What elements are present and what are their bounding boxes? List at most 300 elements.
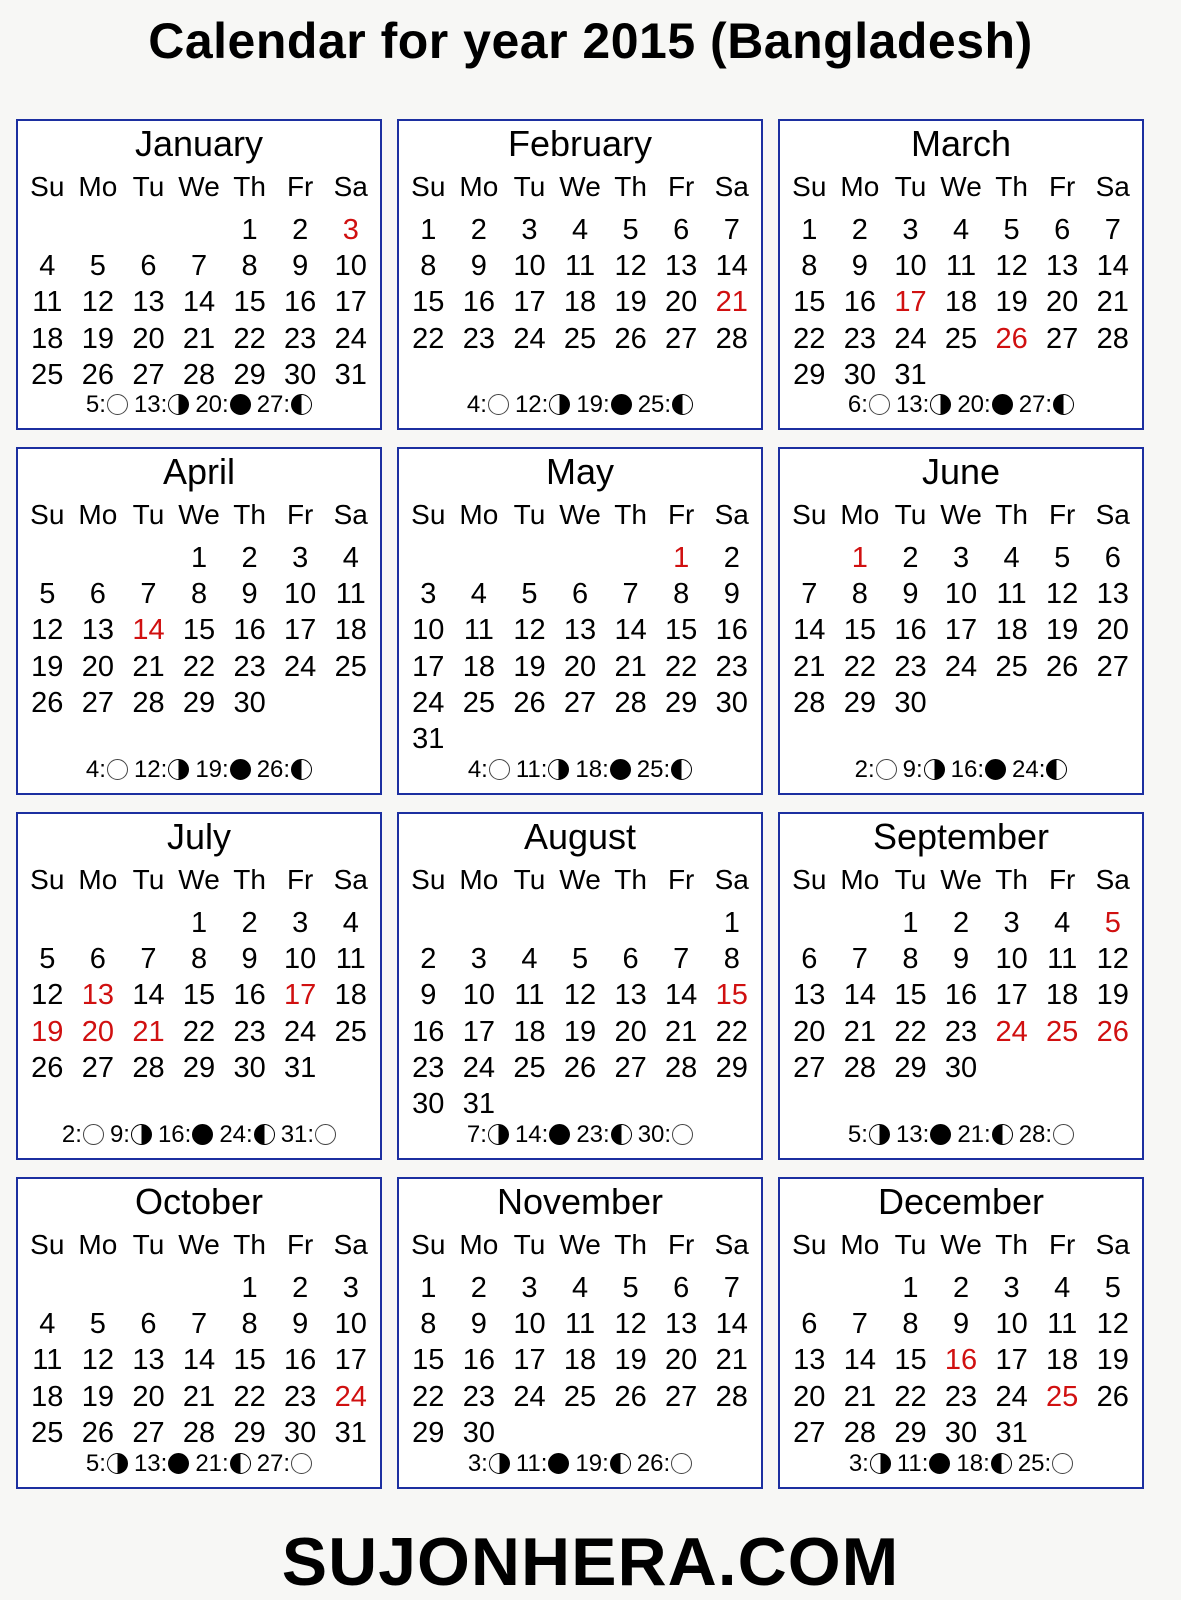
day-cell: 28 bbox=[843, 1416, 876, 1449]
day-cell: 28 bbox=[715, 1380, 748, 1413]
day-cell: 2 bbox=[851, 214, 868, 246]
week-row bbox=[784, 1415, 1138, 1451]
day-cell: 22 bbox=[843, 650, 876, 683]
day-cell: 6 bbox=[801, 943, 818, 976]
weekday-label: We bbox=[940, 1229, 982, 1260]
weekday-label: Th bbox=[995, 864, 1028, 895]
weekday-label: Fr bbox=[1048, 171, 1076, 202]
moon-phase-date: 3: bbox=[848, 1450, 869, 1477]
day-cell: 29 bbox=[665, 686, 698, 719]
weekday-label: We bbox=[940, 499, 982, 530]
moon-phase-entry bbox=[134, 755, 189, 785]
day-cell: 16 bbox=[284, 286, 317, 319]
week-row bbox=[784, 248, 1138, 284]
moon-phase-date: 5: bbox=[85, 1450, 106, 1477]
week-row bbox=[784, 1342, 1138, 1378]
week-row bbox=[784, 212, 1138, 248]
day-cell: 5 bbox=[39, 578, 56, 611]
day-cell: 15 bbox=[233, 1344, 266, 1377]
day-cell: 10 bbox=[412, 614, 445, 647]
weekday-label: Fr bbox=[286, 1229, 314, 1260]
empty-cell bbox=[605, 905, 656, 941]
last-quarter-moon-icon bbox=[992, 1124, 1013, 1145]
holiday-date: 21 bbox=[132, 1015, 165, 1048]
moon-phase-entry bbox=[257, 755, 312, 785]
day-cell: 7 bbox=[1104, 214, 1121, 246]
day-cell: 30 bbox=[412, 1088, 445, 1120]
week-row bbox=[22, 248, 376, 284]
empty-cell bbox=[555, 540, 606, 576]
moon-phase-entry bbox=[896, 1120, 951, 1150]
weekday-label: Sa bbox=[333, 171, 368, 202]
weekday-label: Su bbox=[792, 1229, 827, 1260]
moon-phase-entry bbox=[515, 1120, 570, 1150]
moon-phase-date: 21: bbox=[195, 1450, 229, 1477]
week-row bbox=[784, 540, 1138, 576]
day-cell: 12 bbox=[31, 614, 64, 647]
week-row bbox=[22, 284, 376, 320]
day-cell: 17 bbox=[513, 1344, 546, 1377]
weekday-label: We bbox=[940, 864, 982, 895]
day-cell: 9 bbox=[420, 979, 437, 1012]
week-row bbox=[22, 357, 376, 393]
day-cell: 9 bbox=[902, 578, 919, 611]
weekday-label: Sa bbox=[714, 171, 749, 202]
weekday-header bbox=[403, 862, 757, 898]
day-cell: 18 bbox=[563, 1344, 597, 1377]
day-cell: 7 bbox=[622, 578, 639, 611]
weekday-label: We bbox=[940, 171, 982, 202]
day-cell: 4 bbox=[1054, 907, 1071, 939]
empty-cell bbox=[605, 1086, 656, 1122]
week-row bbox=[403, 1415, 757, 1451]
day-cell: 1 bbox=[902, 907, 919, 939]
day-cell: 18 bbox=[1046, 979, 1079, 1012]
day-cell: 18 bbox=[31, 1380, 64, 1413]
empty-cell bbox=[504, 1086, 555, 1122]
day-cell: 20 bbox=[614, 1015, 647, 1048]
full-moon-icon bbox=[107, 759, 128, 780]
day-cell: 18 bbox=[31, 322, 64, 355]
day-cell: 4 bbox=[342, 542, 359, 574]
week-row bbox=[403, 321, 757, 357]
last-quarter-moon-icon bbox=[291, 394, 312, 415]
moon-phase-date: 23: bbox=[576, 1121, 610, 1148]
day-cell: 18 bbox=[563, 286, 597, 319]
week-row bbox=[403, 612, 757, 648]
day-cell: 5 bbox=[521, 578, 538, 611]
day-cell: 14 bbox=[1096, 250, 1129, 283]
last-quarter-moon-icon bbox=[610, 1453, 631, 1474]
empty-cell bbox=[504, 540, 555, 576]
day-cell: 4 bbox=[1003, 542, 1020, 574]
day-cell: 31 bbox=[412, 723, 445, 755]
day-cell: 12 bbox=[81, 286, 114, 319]
weekday-label: Tu bbox=[894, 171, 927, 202]
empty-cell bbox=[986, 357, 1037, 393]
day-cell: 30 bbox=[233, 686, 266, 719]
day-cell: 21 bbox=[182, 322, 216, 355]
last-quarter-moon-icon bbox=[291, 759, 312, 780]
day-cell: 25 bbox=[944, 322, 978, 355]
day-cell: 5 bbox=[89, 1308, 106, 1341]
empty-cell bbox=[706, 1086, 757, 1122]
day-cell: 10 bbox=[334, 1308, 367, 1341]
empty-cell bbox=[605, 1415, 656, 1451]
moon-phase-date: 12: bbox=[514, 391, 549, 418]
day-cell: 12 bbox=[614, 1308, 647, 1341]
day-cell: 5 bbox=[1054, 542, 1071, 574]
day-cell: 7 bbox=[723, 214, 740, 246]
day-cell: 27 bbox=[81, 686, 114, 719]
day-cell: 12 bbox=[995, 250, 1028, 283]
week-row bbox=[22, 685, 376, 721]
day-cell: 12 bbox=[563, 979, 597, 1012]
day-cell: 28 bbox=[132, 686, 165, 719]
weekday-label: Mo bbox=[459, 171, 499, 202]
day-cell: 29 bbox=[233, 358, 266, 391]
day-cell: 28 bbox=[182, 1416, 216, 1449]
day-cell: 6 bbox=[801, 1308, 818, 1341]
weekday-header bbox=[784, 1227, 1138, 1263]
moon-phase-date: 16: bbox=[157, 1121, 192, 1148]
holiday-date: 25 bbox=[1046, 1380, 1079, 1413]
holiday-date: 14 bbox=[132, 614, 165, 647]
empty-cell bbox=[656, 1415, 707, 1451]
weekday-header bbox=[22, 169, 376, 205]
weekday-label: Th bbox=[995, 1229, 1028, 1260]
first-quarter-moon-icon bbox=[870, 1453, 891, 1474]
day-cell: 8 bbox=[420, 1308, 437, 1341]
day-cell: 29 bbox=[715, 1051, 748, 1084]
moon-phase-date: 3: bbox=[467, 1450, 488, 1477]
month-panel-april bbox=[16, 447, 382, 795]
day-cell: 5 bbox=[622, 1272, 639, 1304]
month-panel-august bbox=[397, 812, 763, 1160]
day-cell: 10 bbox=[995, 1308, 1028, 1341]
day-cell: 14 bbox=[715, 1308, 748, 1341]
day-cell: 13 bbox=[81, 614, 114, 647]
day-cell: 13 bbox=[665, 250, 698, 283]
full-moon-icon bbox=[107, 394, 128, 415]
weekday-label: Th bbox=[233, 1229, 266, 1260]
moon-phase-date: 19: bbox=[195, 756, 229, 783]
day-cell: 4 bbox=[952, 214, 970, 246]
week-row bbox=[403, 1306, 757, 1342]
month-panel-september bbox=[778, 812, 1144, 1160]
day-cell: 27 bbox=[132, 358, 165, 391]
day-cell: 19 bbox=[614, 286, 647, 319]
day-cell: 5 bbox=[571, 943, 589, 976]
weekday-label: Th bbox=[233, 864, 266, 895]
week-row bbox=[22, 576, 376, 612]
day-cell: 17 bbox=[995, 1344, 1028, 1377]
day-cell: 2 bbox=[292, 214, 309, 246]
day-cell: 7 bbox=[801, 578, 818, 611]
day-cell: 22 bbox=[793, 322, 826, 355]
last-quarter-moon-icon bbox=[671, 759, 692, 780]
day-cell: 23 bbox=[462, 1380, 495, 1413]
month-name: April bbox=[162, 451, 236, 492]
week-row bbox=[22, 1050, 376, 1086]
day-cell: 20 bbox=[563, 650, 597, 683]
day-cell: 20 bbox=[665, 286, 698, 319]
day-cell: 17 bbox=[944, 614, 978, 647]
moon-phase-entry bbox=[195, 390, 250, 420]
moon-phase-date: 20: bbox=[957, 391, 991, 418]
day-cell: 5 bbox=[1104, 1272, 1121, 1304]
weekday-label: Mo bbox=[840, 864, 880, 895]
day-cell: 15 bbox=[233, 286, 266, 319]
week-row bbox=[403, 212, 757, 248]
weekday-label: Mo bbox=[459, 864, 499, 895]
empty-cell bbox=[22, 212, 73, 248]
day-cell: 14 bbox=[614, 614, 647, 647]
day-cell: 25 bbox=[513, 1051, 546, 1084]
holiday-date: 17 bbox=[284, 979, 317, 1012]
moon-phases bbox=[18, 1449, 380, 1479]
day-cell: 23 bbox=[944, 1015, 978, 1048]
day-cell: 12 bbox=[513, 614, 546, 647]
moon-phase-entry bbox=[134, 1449, 189, 1479]
moon-phase-entry bbox=[1019, 390, 1074, 420]
moon-phase-entry bbox=[468, 755, 510, 785]
empty-cell bbox=[454, 721, 505, 757]
weekday-label: Sa bbox=[714, 864, 749, 895]
day-cell: 21 bbox=[843, 1380, 876, 1413]
week-row bbox=[403, 284, 757, 320]
day-cell: 27 bbox=[665, 322, 698, 355]
holiday-date: 16 bbox=[944, 1344, 978, 1377]
day-cell: 24 bbox=[284, 650, 317, 683]
first-quarter-moon-icon bbox=[930, 394, 951, 415]
moon-phase-entry bbox=[951, 755, 1006, 785]
weekday-label: Tu bbox=[513, 499, 546, 530]
day-cell: 4 bbox=[571, 214, 589, 246]
day-cell: 15 bbox=[182, 979, 216, 1012]
empty-cell bbox=[656, 1086, 707, 1122]
day-cell: 22 bbox=[412, 322, 445, 355]
week-row bbox=[784, 977, 1138, 1013]
day-cell: 10 bbox=[462, 979, 495, 1012]
day-cell: 2 bbox=[241, 907, 258, 939]
day-cell: 13 bbox=[132, 1344, 165, 1377]
day-cell: 6 bbox=[673, 1272, 690, 1304]
weekday-label: We bbox=[559, 864, 601, 895]
weekday-label: Su bbox=[792, 864, 827, 895]
moon-phase-date: 18: bbox=[575, 756, 609, 783]
day-cell: 22 bbox=[412, 1380, 445, 1413]
empty-cell bbox=[123, 212, 174, 248]
moon-phase-entry bbox=[467, 390, 509, 420]
day-cell: 27 bbox=[563, 686, 597, 719]
day-cell: 1 bbox=[241, 214, 258, 246]
day-cell: 14 bbox=[793, 614, 826, 647]
last-quarter-moon-icon bbox=[254, 1124, 275, 1145]
weekday-label: Sa bbox=[1095, 171, 1130, 202]
moon-phase-entry bbox=[638, 1120, 693, 1150]
day-cell: 11 bbox=[32, 1344, 63, 1377]
weekday-label: Mo bbox=[78, 1229, 118, 1260]
weekday-label: Sa bbox=[714, 1229, 749, 1260]
day-cell: 30 bbox=[944, 1416, 978, 1449]
moon-phase-date: 27: bbox=[256, 391, 291, 418]
last-quarter-moon-icon bbox=[991, 1453, 1012, 1474]
day-cell: 3 bbox=[470, 943, 487, 976]
day-cell: 9 bbox=[292, 250, 309, 283]
moon-phase-date: 21: bbox=[957, 1121, 991, 1148]
day-cell: 22 bbox=[665, 650, 698, 683]
weekday-label: Fr bbox=[286, 864, 314, 895]
day-cell: 4 bbox=[1054, 1272, 1071, 1304]
week-row bbox=[784, 321, 1138, 357]
moon-phase-date: 25: bbox=[637, 391, 672, 418]
first-quarter-moon-icon bbox=[869, 1124, 890, 1145]
moon-phase-entry bbox=[638, 390, 693, 420]
day-cell: 24 bbox=[513, 1380, 546, 1413]
day-cell: 12 bbox=[1096, 943, 1129, 976]
day-cell: 1 bbox=[190, 542, 208, 574]
weekday-label: Fr bbox=[286, 171, 314, 202]
weekday-label: We bbox=[178, 499, 220, 530]
moon-phase-date: 11: bbox=[515, 1450, 548, 1477]
empty-cell bbox=[936, 357, 987, 393]
day-cell: 10 bbox=[894, 250, 927, 283]
day-cell: 23 bbox=[412, 1051, 445, 1084]
day-cell: 10 bbox=[944, 578, 978, 611]
weekday-label: Fr bbox=[1048, 1229, 1076, 1260]
empty-cell bbox=[555, 1086, 606, 1122]
moon-phase-entry bbox=[575, 755, 630, 785]
moon-phase-entry bbox=[86, 1449, 128, 1479]
day-cell: 26 bbox=[31, 1051, 64, 1084]
day-cell: 1 bbox=[241, 1272, 258, 1304]
full-moon-icon bbox=[869, 394, 890, 415]
day-cell: 27 bbox=[81, 1051, 114, 1084]
weekday-label: Th bbox=[614, 1229, 647, 1260]
day-cell: 3 bbox=[1003, 1272, 1020, 1304]
day-cell: 15 bbox=[894, 1344, 927, 1377]
day-cell: 8 bbox=[902, 1308, 919, 1341]
day-cell: 21 bbox=[1096, 286, 1129, 319]
weekday-label: Su bbox=[792, 171, 827, 202]
day-cell: 8 bbox=[851, 578, 868, 611]
moon-phase-date: 27: bbox=[1018, 391, 1053, 418]
moon-phases bbox=[18, 390, 380, 420]
week-row bbox=[784, 649, 1138, 685]
day-cell: 23 bbox=[284, 322, 317, 355]
day-cell: 17 bbox=[995, 979, 1028, 1012]
empty-cell bbox=[403, 540, 454, 576]
day-cell: 25 bbox=[563, 322, 597, 355]
day-cell: 28 bbox=[614, 686, 647, 719]
day-cell: 7 bbox=[190, 250, 208, 283]
holiday-date: 15 bbox=[715, 979, 748, 1012]
week-row bbox=[22, 649, 376, 685]
day-cell: 13 bbox=[132, 286, 165, 319]
empty-cell bbox=[73, 212, 124, 248]
day-cell: 18 bbox=[334, 614, 367, 647]
day-cell: 21 bbox=[182, 1380, 216, 1413]
month-name: October bbox=[134, 1181, 264, 1222]
day-cell: 13 bbox=[793, 1344, 826, 1377]
weekday-label: Sa bbox=[1095, 1229, 1130, 1260]
day-cell: 7 bbox=[851, 1308, 868, 1341]
day-cell: 13 bbox=[665, 1308, 698, 1341]
day-cell: 19 bbox=[513, 650, 546, 683]
moon-phase-entry bbox=[158, 1120, 213, 1150]
day-cell: 14 bbox=[132, 979, 165, 1012]
moon-phase-date: 4: bbox=[467, 756, 488, 783]
day-cell: 15 bbox=[182, 614, 216, 647]
day-cell: 26 bbox=[1096, 1380, 1129, 1413]
day-cell: 9 bbox=[470, 1308, 487, 1341]
day-cell: 19 bbox=[81, 322, 114, 355]
day-cell: 26 bbox=[614, 322, 647, 355]
day-cell: 19 bbox=[563, 1015, 597, 1048]
week-row bbox=[22, 941, 376, 977]
week-row bbox=[22, 977, 376, 1013]
day-cell: 7 bbox=[673, 943, 690, 976]
weekday-label: Tu bbox=[513, 1229, 546, 1260]
new-moon-icon bbox=[929, 1453, 950, 1474]
week-row bbox=[784, 1379, 1138, 1415]
weekday-label: Su bbox=[411, 1229, 446, 1260]
day-cell: 22 bbox=[233, 322, 266, 355]
moon-phase-entry bbox=[896, 390, 951, 420]
day-cell: 30 bbox=[944, 1051, 978, 1084]
moon-phases bbox=[780, 390, 1142, 420]
weekday-label: We bbox=[178, 864, 220, 895]
moon-phase-entry bbox=[467, 1120, 509, 1150]
first-quarter-moon-icon bbox=[168, 394, 189, 415]
weekday-label: Fr bbox=[1048, 864, 1076, 895]
month-panel-october bbox=[16, 1177, 382, 1489]
day-cell: 27 bbox=[665, 1380, 698, 1413]
full-moon-icon bbox=[1053, 1124, 1074, 1145]
weekday-label: Tu bbox=[132, 864, 165, 895]
weekday-label: Th bbox=[614, 499, 647, 530]
moon-phases bbox=[780, 755, 1142, 785]
empty-cell bbox=[605, 721, 656, 757]
weekday-label: Sa bbox=[333, 1229, 368, 1260]
moon-phases bbox=[399, 755, 761, 785]
day-cell: 24 bbox=[412, 686, 445, 719]
moon-phases bbox=[18, 755, 380, 785]
moon-phase-date: 6: bbox=[847, 391, 868, 418]
day-cell: 11 bbox=[463, 614, 494, 647]
day-cell: 23 bbox=[284, 1380, 317, 1413]
empty-cell bbox=[1087, 685, 1138, 721]
week-row bbox=[403, 649, 757, 685]
week-row bbox=[22, 321, 376, 357]
day-cell: 5 bbox=[1003, 214, 1020, 246]
day-cell: 4 bbox=[470, 578, 487, 611]
day-cell: 19 bbox=[1096, 979, 1129, 1012]
new-moon-icon bbox=[548, 1453, 569, 1474]
day-cell: 14 bbox=[665, 979, 698, 1012]
empty-cell bbox=[403, 905, 454, 941]
week-row bbox=[784, 1050, 1138, 1086]
day-cell: 9 bbox=[952, 1308, 970, 1341]
month-panel-february bbox=[397, 119, 763, 430]
day-cell: 2 bbox=[420, 943, 437, 976]
day-cell: 31 bbox=[334, 1416, 367, 1449]
weekday-label: Tu bbox=[132, 499, 165, 530]
weekday-label: Sa bbox=[333, 499, 368, 530]
day-cell: 14 bbox=[182, 286, 216, 319]
weekday-label: We bbox=[559, 171, 601, 202]
